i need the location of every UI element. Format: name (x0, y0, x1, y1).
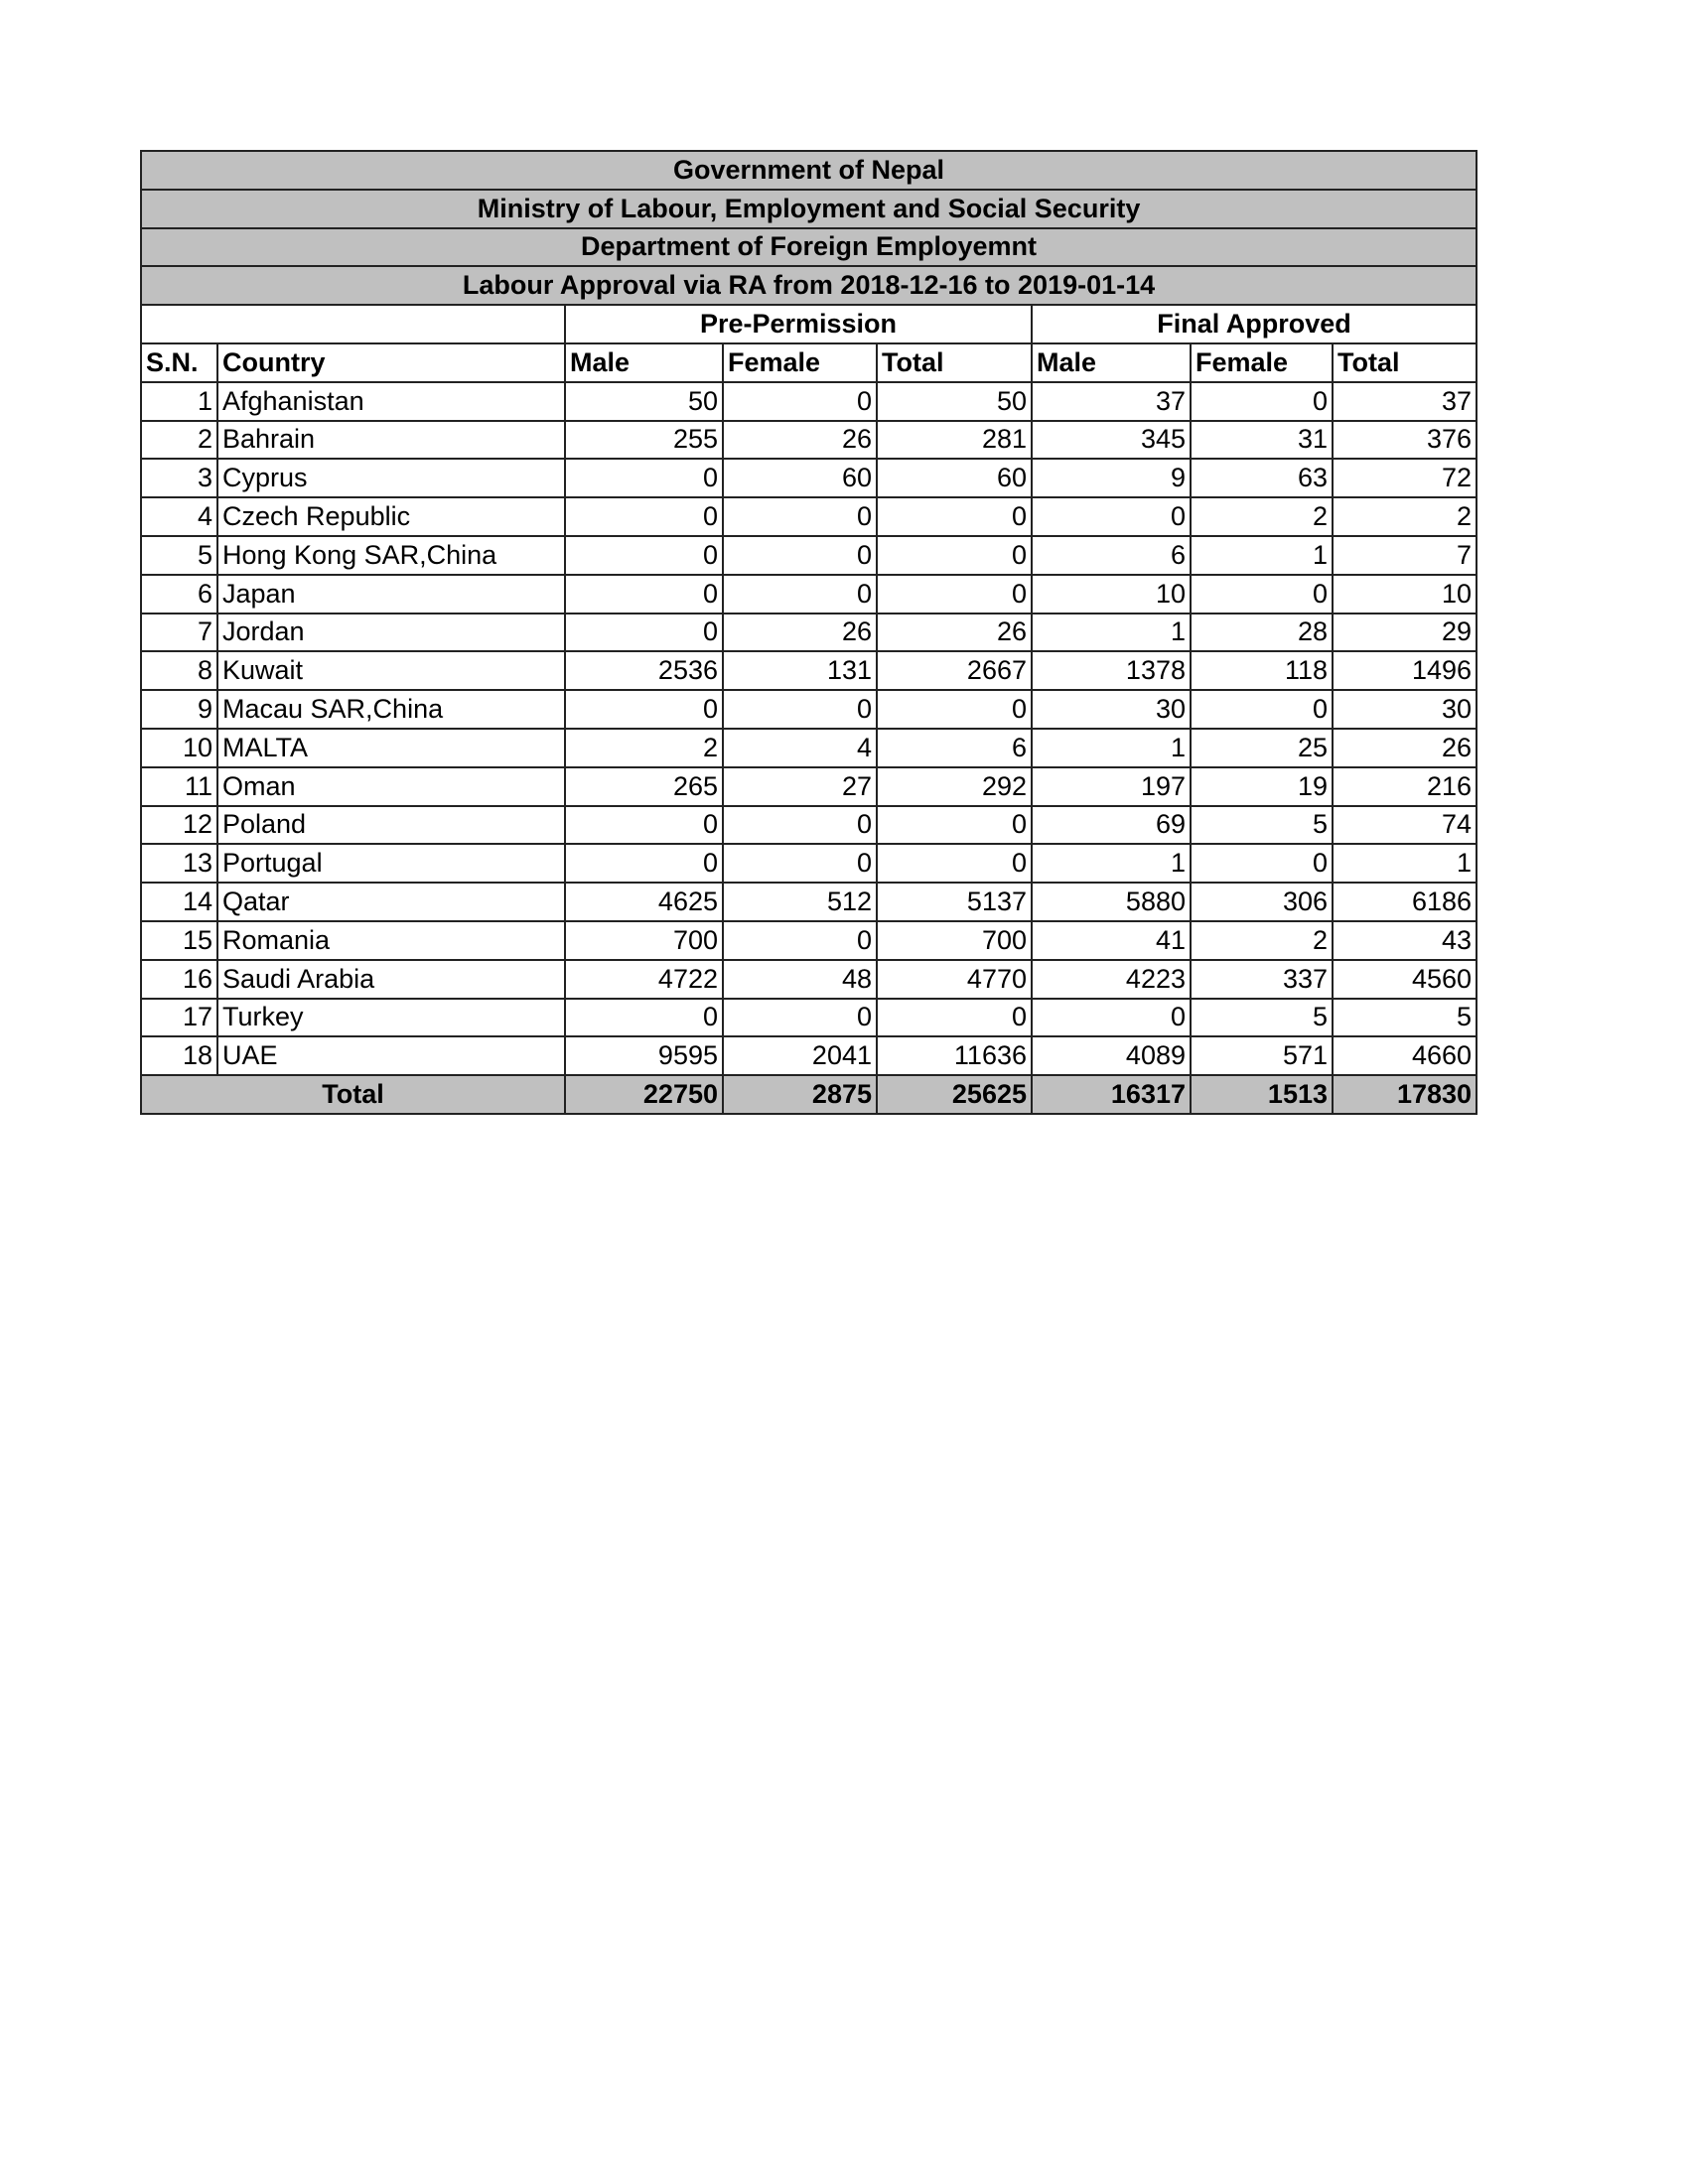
cell-pre-total: 50 (877, 382, 1032, 421)
cell-country: Macau SAR,China (217, 690, 565, 729)
cell-final-male: 1 (1032, 844, 1191, 883)
cell-country: Romania (217, 921, 565, 960)
table-row (141, 575, 1477, 614)
total-final-female: 1513 (1191, 1075, 1333, 1114)
cell-sn: 4 (141, 497, 217, 536)
cell-final-female: 2 (1191, 497, 1333, 536)
cell-pre-total: 11636 (877, 1036, 1032, 1075)
cell-sn: 3 (141, 459, 217, 497)
cell-final-total: 2 (1333, 497, 1477, 536)
cell-final-total: 26 (1333, 729, 1477, 767)
cell-country: Qatar (217, 883, 565, 921)
cell-final-total: 10 (1333, 575, 1477, 614)
cell-country: Turkey (217, 999, 565, 1037)
cell-pre-female: 0 (723, 382, 877, 421)
table-row (141, 960, 1477, 999)
cell-final-female: 0 (1191, 690, 1333, 729)
cell-sn: 14 (141, 883, 217, 921)
cell-pre-total: 0 (877, 844, 1032, 883)
cell-final-female: 31 (1191, 421, 1333, 460)
cell-sn: 18 (141, 1036, 217, 1075)
table-row (141, 844, 1477, 883)
cell-final-total: 72 (1333, 459, 1477, 497)
column-header-row (141, 343, 1477, 382)
cell-pre-male: 9595 (565, 1036, 723, 1075)
total-pre-female: 2875 (723, 1075, 877, 1114)
cell-pre-female: 0 (723, 497, 877, 536)
cell-final-total: 4660 (1333, 1036, 1477, 1075)
table-row (141, 806, 1477, 845)
cell-country: Afghanistan (217, 382, 565, 421)
cell-final-female: 63 (1191, 459, 1333, 497)
report-title: Labour Approval via RA from 2018-12-16 to 2019-01-14 (141, 266, 1477, 305)
cell-final-total: 37 (1333, 382, 1477, 421)
cell-pre-male: 4625 (565, 883, 723, 921)
cell-pre-total: 292 (877, 767, 1032, 806)
table-row (141, 1036, 1477, 1075)
cell-pre-total: 2667 (877, 651, 1032, 690)
cell-pre-female: 26 (723, 614, 877, 652)
cell-pre-female: 0 (723, 575, 877, 614)
total-row (141, 1075, 1477, 1114)
table-row (141, 921, 1477, 960)
cell-pre-total: 60 (877, 459, 1032, 497)
cell-final-male: 4089 (1032, 1036, 1191, 1075)
cell-country: Czech Republic (217, 497, 565, 536)
title-row-department (141, 228, 1477, 267)
cell-final-male: 69 (1032, 806, 1191, 845)
ministry-title: Ministry of Labour, Employment and Social Security (141, 190, 1477, 228)
cell-final-female: 28 (1191, 614, 1333, 652)
cell-final-total: 7 (1333, 536, 1477, 575)
labour-approval-table (140, 150, 1477, 1115)
cell-pre-male: 0 (565, 575, 723, 614)
cell-pre-female: 2041 (723, 1036, 877, 1075)
title-row-government (141, 151, 1477, 190)
table-body (141, 382, 1477, 1075)
cell-final-female: 0 (1191, 382, 1333, 421)
cell-pre-female: 48 (723, 960, 877, 999)
cell-final-male: 37 (1032, 382, 1191, 421)
cell-final-female: 5 (1191, 999, 1333, 1037)
cell-final-male: 197 (1032, 767, 1191, 806)
table-row (141, 382, 1477, 421)
cell-final-female: 19 (1191, 767, 1333, 806)
table-row (141, 614, 1477, 652)
cell-pre-total: 26 (877, 614, 1032, 652)
cell-pre-male: 0 (565, 844, 723, 883)
table-row (141, 729, 1477, 767)
cell-sn: 8 (141, 651, 217, 690)
cell-final-male: 0 (1032, 497, 1191, 536)
cell-pre-total: 5137 (877, 883, 1032, 921)
cell-country: Cyprus (217, 459, 565, 497)
cell-country: UAE (217, 1036, 565, 1075)
cell-final-female: 118 (1191, 651, 1333, 690)
cell-final-total: 29 (1333, 614, 1477, 652)
table-row (141, 536, 1477, 575)
group-header-row (141, 305, 1477, 343)
cell-final-female: 571 (1191, 1036, 1333, 1075)
department-title: Department of Foreign Employemnt (141, 228, 1477, 267)
cell-pre-total: 0 (877, 497, 1032, 536)
cell-sn: 16 (141, 960, 217, 999)
cell-pre-female: 0 (723, 999, 877, 1037)
cell-final-female: 306 (1191, 883, 1333, 921)
cell-pre-female: 4 (723, 729, 877, 767)
cell-country: Kuwait (217, 651, 565, 690)
cell-country: MALTA (217, 729, 565, 767)
report-sheet (140, 150, 1476, 1115)
cell-final-total: 376 (1333, 421, 1477, 460)
cell-country: Hong Kong SAR,China (217, 536, 565, 575)
cell-pre-male: 0 (565, 614, 723, 652)
table-row (141, 459, 1477, 497)
table-row (141, 767, 1477, 806)
group-header-final-approved: Final Approved (1032, 305, 1477, 343)
cell-pre-female: 0 (723, 806, 877, 845)
cell-sn: 1 (141, 382, 217, 421)
cell-final-female: 5 (1191, 806, 1333, 845)
cell-final-male: 1 (1032, 729, 1191, 767)
table-row (141, 497, 1477, 536)
total-pre-total: 25625 (877, 1075, 1032, 1114)
cell-sn: 10 (141, 729, 217, 767)
cell-pre-total: 0 (877, 575, 1032, 614)
cell-final-male: 9 (1032, 459, 1191, 497)
cell-pre-total: 0 (877, 536, 1032, 575)
cell-pre-male: 0 (565, 497, 723, 536)
table-row (141, 999, 1477, 1037)
column-header-pre-female: Female (723, 343, 877, 382)
cell-sn: 7 (141, 614, 217, 652)
cell-sn: 13 (141, 844, 217, 883)
total-label: Total (141, 1075, 565, 1114)
total-pre-male: 22750 (565, 1075, 723, 1114)
cell-pre-male: 700 (565, 921, 723, 960)
cell-pre-total: 4770 (877, 960, 1032, 999)
cell-final-male: 6 (1032, 536, 1191, 575)
cell-pre-total: 0 (877, 999, 1032, 1037)
cell-sn: 2 (141, 421, 217, 460)
cell-final-total: 1 (1333, 844, 1477, 883)
cell-pre-male: 50 (565, 382, 723, 421)
cell-final-female: 2 (1191, 921, 1333, 960)
cell-final-total: 30 (1333, 690, 1477, 729)
cell-pre-female: 512 (723, 883, 877, 921)
cell-country: Saudi Arabia (217, 960, 565, 999)
cell-final-female: 1 (1191, 536, 1333, 575)
cell-sn: 12 (141, 806, 217, 845)
cell-final-female: 0 (1191, 844, 1333, 883)
cell-pre-female: 0 (723, 844, 877, 883)
cell-final-total: 4560 (1333, 960, 1477, 999)
title-row-report (141, 266, 1477, 305)
cell-pre-female: 60 (723, 459, 877, 497)
group-header-pre-permission: Pre-Permission (565, 305, 1032, 343)
government-title: Government of Nepal (141, 151, 1477, 190)
cell-final-male: 1378 (1032, 651, 1191, 690)
cell-pre-total: 281 (877, 421, 1032, 460)
cell-final-female: 337 (1191, 960, 1333, 999)
column-header-pre-male: Male (565, 343, 723, 382)
cell-final-male: 1 (1032, 614, 1191, 652)
cell-pre-male: 4722 (565, 960, 723, 999)
total-final-total: 17830 (1333, 1075, 1477, 1114)
cell-pre-male: 255 (565, 421, 723, 460)
cell-pre-female: 27 (723, 767, 877, 806)
cell-pre-total: 700 (877, 921, 1032, 960)
cell-sn: 15 (141, 921, 217, 960)
cell-final-male: 41 (1032, 921, 1191, 960)
cell-final-male: 0 (1032, 999, 1191, 1037)
table-row (141, 690, 1477, 729)
cell-country: Portugal (217, 844, 565, 883)
cell-pre-male: 0 (565, 999, 723, 1037)
cell-final-total: 1496 (1333, 651, 1477, 690)
cell-final-male: 4223 (1032, 960, 1191, 999)
cell-final-total: 5 (1333, 999, 1477, 1037)
cell-sn: 9 (141, 690, 217, 729)
cell-country: Poland (217, 806, 565, 845)
cell-final-male: 30 (1032, 690, 1191, 729)
cell-country: Bahrain (217, 421, 565, 460)
column-header-final-female: Female (1191, 343, 1333, 382)
cell-sn: 5 (141, 536, 217, 575)
cell-final-total: 216 (1333, 767, 1477, 806)
cell-pre-male: 2536 (565, 651, 723, 690)
cell-country: Jordan (217, 614, 565, 652)
cell-final-male: 10 (1032, 575, 1191, 614)
group-header-blank (141, 305, 565, 343)
table-row (141, 651, 1477, 690)
table-row (141, 421, 1477, 460)
cell-final-male: 5880 (1032, 883, 1191, 921)
cell-final-total: 6186 (1333, 883, 1477, 921)
cell-final-total: 43 (1333, 921, 1477, 960)
cell-pre-female: 0 (723, 536, 877, 575)
cell-pre-male: 2 (565, 729, 723, 767)
total-final-male: 16317 (1032, 1075, 1191, 1114)
cell-country: Oman (217, 767, 565, 806)
cell-pre-female: 0 (723, 921, 877, 960)
cell-final-male: 345 (1032, 421, 1191, 460)
cell-pre-total: 0 (877, 806, 1032, 845)
cell-pre-male: 0 (565, 459, 723, 497)
cell-final-female: 25 (1191, 729, 1333, 767)
title-row-ministry (141, 190, 1477, 228)
cell-country: Japan (217, 575, 565, 614)
column-header-pre-total: Total (877, 343, 1032, 382)
cell-sn: 11 (141, 767, 217, 806)
cell-pre-female: 0 (723, 690, 877, 729)
cell-pre-total: 0 (877, 690, 1032, 729)
cell-pre-female: 131 (723, 651, 877, 690)
cell-pre-female: 26 (723, 421, 877, 460)
column-header-final-male: Male (1032, 343, 1191, 382)
column-header-final-total: Total (1333, 343, 1477, 382)
cell-final-total: 74 (1333, 806, 1477, 845)
cell-sn: 17 (141, 999, 217, 1037)
column-header-sn: S.N. (141, 343, 217, 382)
cell-pre-male: 0 (565, 806, 723, 845)
cell-sn: 6 (141, 575, 217, 614)
cell-final-female: 0 (1191, 575, 1333, 614)
cell-pre-male: 0 (565, 690, 723, 729)
cell-pre-total: 6 (877, 729, 1032, 767)
table-row (141, 883, 1477, 921)
cell-pre-male: 265 (565, 767, 723, 806)
column-header-country: Country (217, 343, 565, 382)
cell-pre-male: 0 (565, 536, 723, 575)
